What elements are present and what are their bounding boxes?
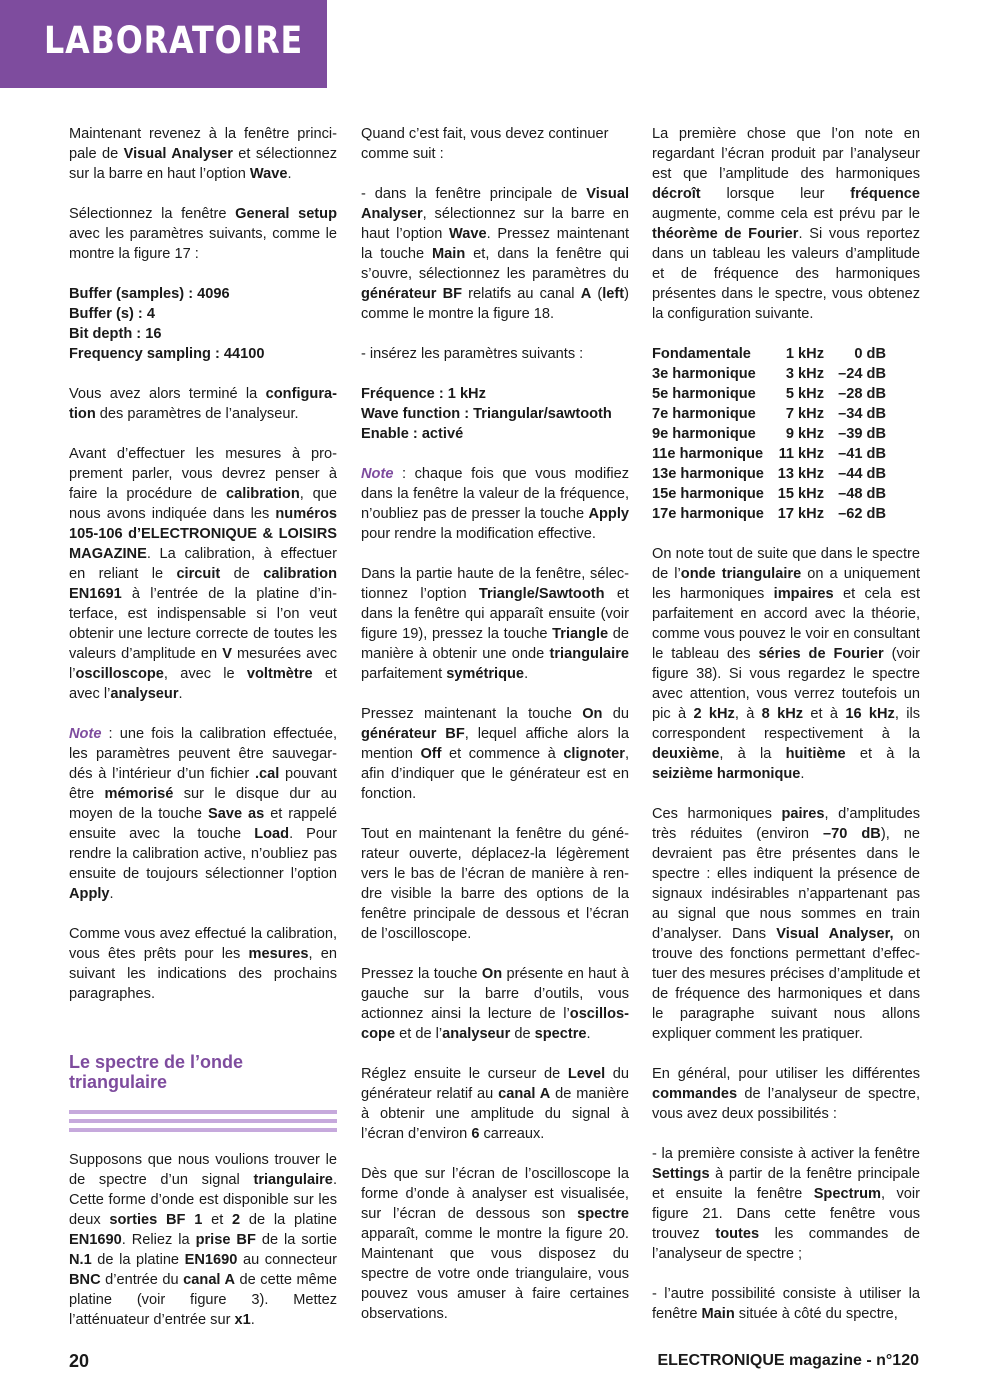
- paragraph: [361, 564, 629, 684]
- text-run: , avec le: [163, 666, 247, 682]
- emphasis: General setup: [235, 206, 338, 222]
- emphasis: circuit: [176, 566, 221, 582]
- text-run: , ils correspondent respectivement à la: [652, 706, 921, 742]
- emphasis: seizième harmonique: [652, 766, 801, 782]
- column-2: [361, 124, 629, 1324]
- emphasis: .cal: [254, 766, 280, 782]
- text-run: avec les paramètres suivants, comme le montre la figure 17 :: [69, 226, 337, 262]
- text-run: Tout en maintenant la fenêtre du générateur ouverte, déplacez-la légèrement vers le bas de l’écran de manière à rendre visible la barre des options de la fenêtre principale de dessous et l’écran de l’oscilloscope.: [361, 826, 629, 942]
- emphasis: Main: [432, 246, 466, 262]
- param-item: Frequency sampling : 44100: [69, 346, 265, 362]
- text-run: : chaque fois que vous modifiez dans la fenêtre la valeur de la fréquence, n’oubliez pas de presser la touche: [361, 466, 629, 522]
- text-run: pour rendre la modification effective.: [361, 526, 596, 542]
- text-run: On note tout de suite que dans le spectre de l’: [652, 546, 920, 582]
- text-run: présente en haut à gauche sur la barre d’outils, vous actionnez ainsi la lecture de l’: [361, 966, 630, 1022]
- magazine-footer: ELECTRONIQUE magazine - n°120: [657, 1352, 919, 1369]
- paragraph: [652, 1144, 920, 1264]
- paragraph: [361, 1064, 629, 1144]
- text-run: .: [250, 1312, 255, 1328]
- paragraph: [652, 544, 920, 784]
- emphasis: V: [222, 646, 232, 662]
- table-cell-db: –39 dB: [838, 426, 886, 442]
- emphasis: calibration: [225, 486, 300, 502]
- text-run: sur le disque dur au moyen de la touche: [69, 786, 337, 822]
- emphasis: clignoter: [563, 746, 625, 762]
- text-run: Pressez la touche: [361, 966, 482, 982]
- emphasis: Level: [567, 1066, 606, 1082]
- emphasis: triangulaire: [549, 646, 629, 662]
- text-run: Supposons que nous voulions trouver le de spectre d’un signal: [69, 1152, 337, 1188]
- text-run: et, dans la fenêtre qui s’ouvre, sélectionnez les paramètres du: [361, 246, 629, 282]
- paragraph: [361, 704, 629, 804]
- table-row: [652, 504, 886, 524]
- emphasis: Off: [420, 746, 442, 762]
- text-run: - dans la fenêtre principale de: [361, 186, 587, 202]
- paragraph: [361, 184, 629, 324]
- table-row: [652, 464, 886, 484]
- emphasis: Wave: [449, 226, 487, 242]
- param-list: [69, 284, 337, 364]
- text-run: et avec l’: [69, 666, 337, 702]
- param-item: Enable : activé: [361, 426, 464, 442]
- text-run: ), ne devraient pas être présentes dans le spectre : elles indiquent la présence de signaux indésirables n’appartenant pas au signal que nous sommes en train d’analyser. Dans: [652, 826, 921, 942]
- emphasis: mémorisé: [104, 786, 174, 802]
- emphasis: N.1: [69, 1252, 92, 1268]
- param-item: Buffer (s) : 4: [69, 306, 155, 322]
- table-row: [652, 444, 886, 464]
- emphasis: Main: [701, 1306, 735, 1322]
- text-run: . La calibration, à effectuer en reliant le: [69, 546, 337, 582]
- emphasis: spectre: [577, 1206, 629, 1222]
- text-run: de manière à obtenir une onde: [361, 626, 630, 662]
- text-run: on a uniquement les harmoniques: [652, 566, 920, 602]
- text-run: - l’autre possibilité consiste à utiliser la fenêtre: [652, 1286, 920, 1322]
- text-run: , sélectionnez sur la barre en haut l’option: [361, 206, 629, 242]
- text-run: - insérez les paramètres suivants :: [361, 346, 584, 362]
- emphasis: 2: [232, 1212, 241, 1228]
- text-run: En général, pour utiliser les différentes: [652, 1066, 920, 1082]
- text-run: .: [178, 686, 183, 702]
- note-label: Note: [361, 466, 394, 482]
- emphasis: théorème de Fourier: [652, 226, 799, 242]
- text-run: on trouve des fonctions permettant d’effectuer des mesures précises d’amplitude et de fréquence des harmoniques et dans le paragraphe suivant nous allons expliquer comment les pratiquer.: [652, 926, 920, 1042]
- text-run: Dès que sur l’écran de l’oscilloscope la forme d’onde à analyser est visualisée, sur l’écran de dessous son: [361, 1166, 629, 1222]
- text-run: , à la: [719, 746, 786, 762]
- emphasis: toutes: [715, 1226, 760, 1242]
- table-cell-name: 3e harmonique: [652, 366, 756, 382]
- table-cell-freq: 15 kHz: [777, 486, 824, 502]
- text-run: : une fois la calibration effectuée, les paramètres peuvent être sauvegardés à l’intérieur d’un fichier: [69, 726, 337, 782]
- paragraph: [361, 1164, 629, 1324]
- page-number: 20: [69, 1351, 90, 1371]
- emphasis: EN1690: [69, 1232, 122, 1248]
- emphasis: décroît: [652, 186, 701, 202]
- emphasis: numéros 105-106 d’ELECTRONIQUE & LOISIRS MAGAZINE: [69, 506, 337, 562]
- text-run: , d’amplitudes très réduites (environ: [652, 806, 921, 842]
- emphasis: 6: [471, 1126, 480, 1142]
- text-run: , à: [734, 706, 762, 722]
- text-run: de manière à obtenir une amplitude du signal à l’écran d’environ: [361, 1086, 629, 1142]
- text-run: à partir de la fenêtre principale et ensuite la fenêtre: [652, 1166, 920, 1202]
- emphasis: –70 dB: [823, 826, 881, 842]
- paragraph: [69, 444, 337, 704]
- paragraph: [361, 344, 629, 364]
- text-run: , voir figure 21. Dans cette fenêtre vous trouvez: [652, 1186, 921, 1242]
- emphasis: générateur BF: [361, 286, 463, 302]
- table-cell-db: –34 dB: [838, 406, 886, 422]
- emphasis: On: [582, 706, 603, 722]
- text-run: Maintenant revenez à la fenêtre principale de: [69, 126, 337, 162]
- column-1: [69, 124, 337, 1330]
- emphasis: configuration: [69, 386, 337, 422]
- emphasis: analyseur: [442, 1026, 511, 1042]
- text-run: . Si vous reportez dans un tableau les valeurs d’amplitude et de fréquence des harmoniques présentes dans le spectre, vous obtenez la configuration suivante.: [652, 226, 920, 322]
- paragraph: [652, 124, 920, 324]
- emphasis: Spectrum: [813, 1186, 882, 1202]
- paragraph: [69, 384, 337, 424]
- text-run: de la platine: [91, 1252, 185, 1268]
- text-run: située à côté du spectre,: [734, 1306, 898, 1322]
- text-run: .: [800, 766, 805, 782]
- table-cell-freq: 17 kHz: [777, 506, 824, 522]
- emphasis: EN1690: [184, 1252, 238, 1268]
- emphasis: Visual Analyser: [123, 146, 233, 162]
- paragraph: [69, 204, 337, 264]
- paragraph: [652, 1284, 920, 1324]
- table-cell-db: –41 dB: [838, 446, 886, 462]
- table-cell-name: 17e harmonique: [652, 506, 764, 522]
- emphasis: Wave: [249, 166, 288, 182]
- table-cell-db: 0 dB: [854, 346, 886, 362]
- table-cell-freq: 3 kHz: [785, 366, 824, 382]
- table-cell-name: 9e harmonique: [652, 426, 756, 442]
- emphasis: commandes: [652, 1086, 738, 1102]
- text-run: et à la: [845, 746, 920, 762]
- param-list: [361, 384, 629, 444]
- emphasis: A: [580, 286, 592, 302]
- note-paragraph: [361, 464, 629, 544]
- table-cell-name: 7e harmonique: [652, 406, 756, 422]
- subheading: Le spectre de l’onde triangulaire: [69, 1052, 244, 1092]
- emphasis: Save as: [207, 806, 265, 822]
- text-run: à l’entrée de la platine d’interface, est indispensable si l’on veut obtenir une lecture correcte de toutes les valeurs d’amplitude en: [69, 586, 337, 662]
- text-run: lorsque leur: [700, 186, 851, 202]
- text-run: de la platine: [240, 1212, 338, 1228]
- param-item: Buffer (samples) : 4096: [69, 286, 230, 302]
- text-run: . Pressez maintenant la touche: [361, 226, 630, 262]
- text-run: de: [510, 1026, 535, 1042]
- paragraph: [361, 124, 629, 164]
- spacer: [69, 1024, 337, 1052]
- emphasis: impaires: [773, 586, 834, 602]
- emphasis: left: [602, 286, 625, 302]
- emphasis: onde triangulaire: [680, 566, 802, 582]
- emphasis: oscilloscope: [361, 1006, 629, 1042]
- text-run: Vous avez alors terminé la: [69, 386, 266, 402]
- text-run: pouvant être: [69, 766, 337, 802]
- emphasis: x1: [234, 1312, 251, 1328]
- paragraph: [652, 804, 920, 1044]
- text-run: et de l’: [395, 1026, 443, 1042]
- table-cell-freq: 13 kHz: [777, 466, 824, 482]
- table-row: [652, 364, 886, 384]
- text-run: parfaitement: [361, 666, 447, 682]
- text-run: Ces harmoniques: [652, 806, 782, 822]
- text-run: , afin d’indiquer que le générateur est en fonction.: [361, 746, 629, 802]
- text-run: et commence à: [441, 746, 564, 762]
- text-run: augmente, comme cela est prévu par le: [652, 206, 920, 222]
- emphasis: Apply: [69, 886, 110, 902]
- table-cell-name: Fondamentale: [652, 346, 751, 362]
- table-cell-freq: 9 kHz: [785, 426, 824, 442]
- text-run: Réglez ensuite le curseur de: [361, 1066, 568, 1082]
- paragraph: [69, 924, 337, 1004]
- paragraph: [69, 1150, 337, 1330]
- emphasis: sorties BF 1: [109, 1212, 203, 1228]
- text-run: .: [524, 666, 529, 682]
- paragraph: [361, 824, 629, 944]
- table-cell-name: 15e harmonique: [652, 486, 764, 502]
- emphasis: triangulaire: [253, 1172, 333, 1188]
- emphasis: oscilloscope: [75, 666, 164, 682]
- param-item: Wave function : Triangular/sawtooth: [361, 406, 612, 422]
- text-run: , lequel affiche alors la mention: [361, 726, 630, 762]
- emphasis: spectre: [534, 1026, 587, 1042]
- table-cell-db: –44 dB: [838, 466, 886, 482]
- table-row: [652, 344, 886, 364]
- text-run: Dans la partie haute de la fenêtre, sélectionnez l’option: [361, 566, 629, 602]
- text-run: ) comme le montre la figure 18.: [361, 286, 629, 322]
- emphasis: Visual Analyser,: [776, 926, 894, 942]
- text-run: et cela est parfaitement en accord avec la théorie, comme vous pouvez le voir en consultant le tableau des: [652, 586, 920, 662]
- harmonics-table: [652, 344, 886, 524]
- text-run: - la première consiste à activer la fenêtre: [652, 1146, 920, 1162]
- paragraph: [69, 124, 337, 184]
- text-run: Avant d’effectuer les mesures à proprement parler, vous devrez penser à faire la procédure de: [69, 446, 337, 502]
- emphasis: mesures: [248, 946, 309, 962]
- emphasis: 8 kHz: [761, 706, 804, 722]
- text-run: au connecteur: [237, 1252, 337, 1268]
- text-run: (voir figure 38). Si vous regardez le spectre avec attention, vous verrez toutefois un pic à: [652, 646, 920, 722]
- emphasis: paires: [781, 806, 825, 822]
- emphasis: canal A: [183, 1272, 236, 1288]
- emphasis: analyseur: [110, 686, 179, 702]
- param-item: Fréquence : 1 kHz: [361, 386, 486, 402]
- text-run: .: [586, 1026, 591, 1042]
- table-cell-freq: 5 kHz: [785, 386, 824, 402]
- text-run: (: [591, 286, 603, 302]
- note-paragraph: [69, 724, 337, 904]
- text-run: Comme vous avez effectué la calibration, vous êtes prêts pour les: [69, 926, 337, 962]
- table-cell-db: –62 dB: [838, 506, 886, 522]
- emphasis: Settings: [652, 1166, 710, 1182]
- emphasis: générateur BF: [361, 726, 465, 742]
- text-run: relatifs au canal: [462, 286, 581, 302]
- text-run: d’entrée du: [100, 1272, 184, 1288]
- param-item: Bit depth : 16: [69, 326, 162, 342]
- text-run: Pressez maintenant la touche: [361, 706, 583, 722]
- text-run: les commandes de l’analyseur de spectre ;: [652, 1226, 920, 1262]
- emphasis: BNC: [69, 1272, 101, 1288]
- emphasis: Apply: [588, 506, 629, 522]
- emphasis: calibration EN1691: [69, 566, 337, 602]
- text-run: , en suivant les indications des prochains paragraphes.: [69, 946, 337, 1002]
- emphasis: Triangle: [552, 626, 609, 642]
- table-cell-name: 13e harmonique: [652, 466, 764, 482]
- section-title: LABORATOIRE: [44, 19, 304, 62]
- text-run: carreaux.: [479, 1126, 545, 1142]
- emphasis: huitième: [785, 746, 846, 762]
- emphasis: canal A: [498, 1086, 551, 1102]
- emphasis: fréquence: [850, 186, 920, 202]
- text-run: . Reliez la: [121, 1232, 196, 1248]
- text-run: du générateur relatif au: [361, 1066, 630, 1102]
- text-run: , que nous avons indiquée dans les: [69, 486, 337, 522]
- text-run: apparaît, comme le montre la figure 20. Maintenant que vous disposez du spectre de votre onde triangulaire, vous pouvez vous amuser à faire certaines observations.: [361, 1226, 629, 1322]
- emphasis: Visual Analyser: [361, 186, 629, 222]
- text-run: et dans la fenêtre qui apparaît ensuite (voir figure 19), pressez la touche: [361, 586, 629, 642]
- text-run: Sélectionnez la fenêtre: [69, 206, 236, 222]
- text-run: et à: [803, 706, 846, 722]
- emphasis: Load: [254, 826, 290, 842]
- text-run: de l’analyseur de spectre, vous avez deux possibilités :: [652, 1086, 920, 1122]
- table-cell-name: 11e harmonique: [652, 446, 764, 462]
- table-row: [652, 484, 886, 504]
- text-run: La première chose que l’on note en regardant l’écran produit par l’analyseur est que l’amplitude des harmoniques: [652, 126, 920, 182]
- table-cell-db: –28 dB: [838, 386, 886, 402]
- table-cell-db: –48 dB: [838, 486, 886, 502]
- emphasis: prise BF: [195, 1232, 256, 1248]
- emphasis: On: [481, 966, 503, 982]
- note-label: Note: [69, 726, 102, 742]
- table-cell-freq: 7 kHz: [785, 406, 824, 422]
- text-run: Quand c’est fait, vous devez continuer comme suit :: [361, 126, 609, 162]
- text-run: de cette même platine (voir figure 3). Mettez l’atténuateur d’entrée sur: [69, 1272, 337, 1328]
- text-run: du: [602, 706, 629, 722]
- table-row: [652, 384, 886, 404]
- text-run: . Pour rendre la calibration active, n’oubliez pas ensuite de toujours sélectionner l’option: [69, 826, 338, 882]
- decorative-stripes: [69, 1110, 337, 1132]
- emphasis: deuxième: [652, 746, 720, 762]
- column-3: [652, 124, 920, 1324]
- emphasis: symétrique: [446, 666, 525, 682]
- header-banner: [0, 0, 327, 88]
- text-run: .: [109, 886, 114, 902]
- text-run: mesurées avec l’: [69, 646, 338, 682]
- emphasis: voltmètre: [246, 666, 313, 682]
- paragraph: [361, 964, 629, 1044]
- text-run: des paramètres de l’analyseur.: [95, 406, 299, 422]
- paragraph: [652, 1064, 920, 1124]
- emphasis: Triangle/Sawtooth: [478, 586, 605, 602]
- emphasis: séries de Fourier: [758, 646, 884, 662]
- table-cell-freq: 1 kHz: [785, 346, 824, 362]
- text-run: et: [202, 1212, 233, 1228]
- text-run: de: [220, 566, 264, 582]
- table-cell-db: –24 dB: [838, 366, 886, 382]
- table-cell-name: 5e harmonique: [652, 386, 756, 402]
- emphasis: 2 kHz: [693, 706, 735, 722]
- table-cell-freq: 11 kHz: [778, 446, 824, 462]
- text-run: et rappelé ensuite avec la touche: [69, 806, 337, 842]
- table-row: [652, 424, 886, 444]
- text-run: et sélectionnez sur la barre en haut l’option: [69, 146, 337, 182]
- emphasis: 16 kHz: [845, 706, 895, 722]
- table-row: [652, 404, 886, 424]
- text-run: de la sortie: [255, 1232, 338, 1248]
- text-run: . Cette forme d’onde est disponible sur les deux: [69, 1172, 337, 1228]
- text-run: .: [287, 166, 292, 182]
